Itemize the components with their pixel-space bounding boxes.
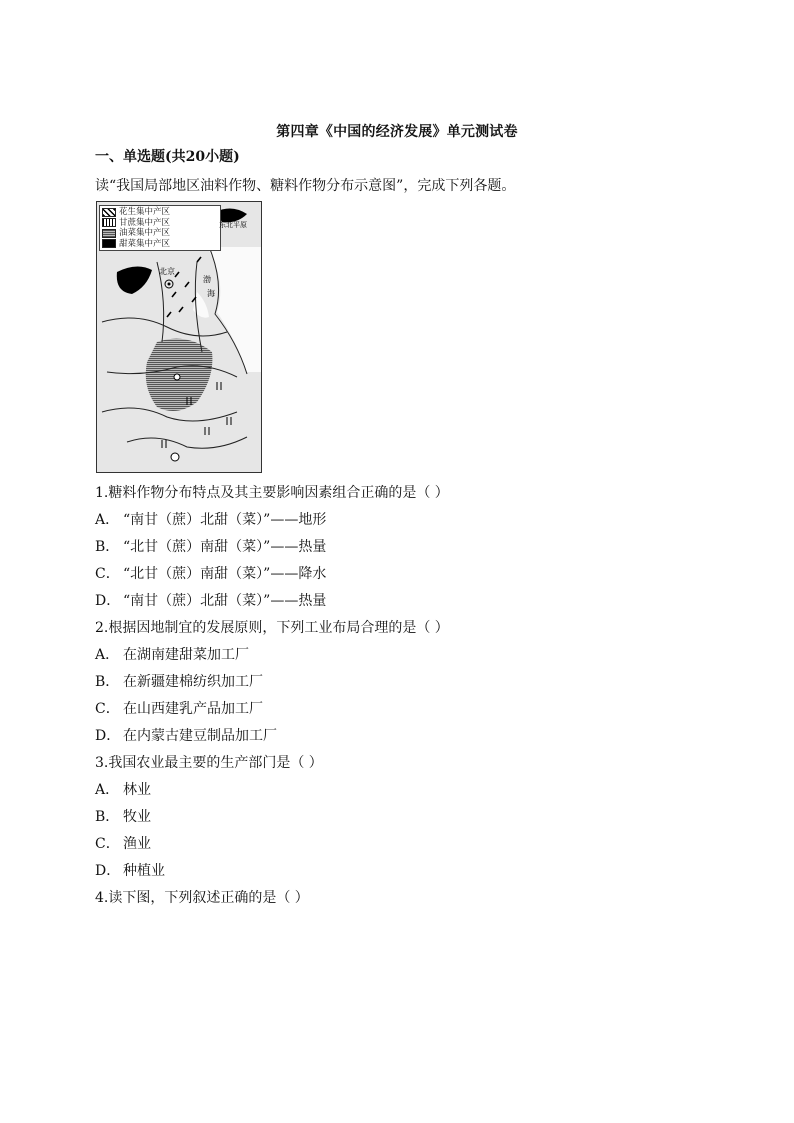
legend-item-rapeseed xyxy=(102,228,218,239)
legend-label: 甘蔗集中产区 xyxy=(119,217,171,228)
question-3-option-b[interactable] xyxy=(95,806,151,826)
question-intro: 读“我国局部地区油料作物、糖料作物分布示意图”，完成下列各题。 xyxy=(95,178,516,194)
question-1-option-b[interactable] xyxy=(95,536,326,556)
option-letter: D． xyxy=(95,593,121,609)
question-2-stem: 2.根据因地制宜的发展原则，下列工业布局合理的是（ ） xyxy=(95,620,449,636)
option-text: 种植业 xyxy=(123,863,165,879)
map-label-beijing: 北京 xyxy=(159,267,175,276)
option-text: “北甘（蔗）南甜（菜）”——热量 xyxy=(123,539,327,555)
question-2-option-d[interactable] xyxy=(95,725,277,745)
option-text: 在新疆建棉纺织加工厂 xyxy=(123,674,263,690)
option-letter: D． xyxy=(95,728,121,744)
legend-label: 油菜集中产区 xyxy=(119,228,171,238)
question-3-option-a[interactable] xyxy=(95,779,151,799)
question-3-stem: 3.我国农业最主要的生产部门是（ ） xyxy=(95,755,323,771)
legend-item-peanut xyxy=(102,207,218,218)
sugarcane-pattern-icon xyxy=(102,218,116,227)
question-4-stem: 4.读下图，下列叙述正确的是（ ） xyxy=(95,890,309,906)
question-3-option-d[interactable] xyxy=(95,860,165,880)
legend-item-sugarcane xyxy=(102,218,218,229)
option-text: 林业 xyxy=(123,782,151,798)
map-legend xyxy=(99,205,221,251)
section-heading: 一、单选题(共20小题) xyxy=(95,149,240,165)
option-text: “南甘（蔗）北甜（菜）”——地形 xyxy=(123,512,327,528)
option-letter: B． xyxy=(95,539,120,555)
question-1-stem: 1.糖料作物分布特点及其主要影响因素组合正确的是（ ） xyxy=(95,485,449,501)
option-letter: A． xyxy=(95,512,120,528)
question-2-option-b[interactable] xyxy=(95,671,263,691)
option-text: 牧业 xyxy=(123,809,151,825)
document-title: 第四章《中国的经济发展》单元测试卷 xyxy=(276,124,518,140)
question-1-option-d[interactable] xyxy=(95,590,326,610)
option-letter: C． xyxy=(95,701,120,717)
sugarbeet-pattern-icon xyxy=(102,239,116,248)
option-letter: B． xyxy=(95,674,120,690)
map-label-sea: 海 xyxy=(207,289,215,298)
question-2-option-a[interactable] xyxy=(95,644,249,664)
option-text: “北甘（蔗）南甜（菜）”——降水 xyxy=(123,566,327,582)
option-letter: C． xyxy=(95,566,120,582)
option-text: 在山西建乳产品加工厂 xyxy=(123,701,263,717)
option-letter: D． xyxy=(95,863,121,879)
legend-item-sugarbeet xyxy=(102,239,218,250)
legend-label: 甜菜集中产区 xyxy=(119,238,171,249)
option-text: 渔业 xyxy=(123,836,151,852)
map-label-northeast: 东北平原 xyxy=(219,221,247,229)
crop-distribution-map xyxy=(96,201,262,473)
option-letter: C． xyxy=(95,836,120,852)
peanut-pattern-icon xyxy=(102,208,116,217)
question-1-option-c[interactable] xyxy=(95,563,326,583)
option-letter: A． xyxy=(95,782,120,798)
question-2-option-c[interactable] xyxy=(95,698,263,718)
question-3-option-c[interactable] xyxy=(95,833,151,853)
option-letter: A． xyxy=(95,647,120,663)
option-letter: B． xyxy=(95,809,120,825)
option-text: “南甘（蔗）北甜（菜）”——热量 xyxy=(123,593,327,609)
rapeseed-pattern-icon xyxy=(102,229,116,238)
question-1-option-a[interactable] xyxy=(95,509,326,529)
legend-label: 花生集中产区 xyxy=(119,207,171,217)
option-text: 在湖南建甜菜加工厂 xyxy=(123,647,249,663)
option-text: 在内蒙古建豆制品加工厂 xyxy=(123,728,277,744)
map-label-bohai: 渤 xyxy=(203,275,211,284)
